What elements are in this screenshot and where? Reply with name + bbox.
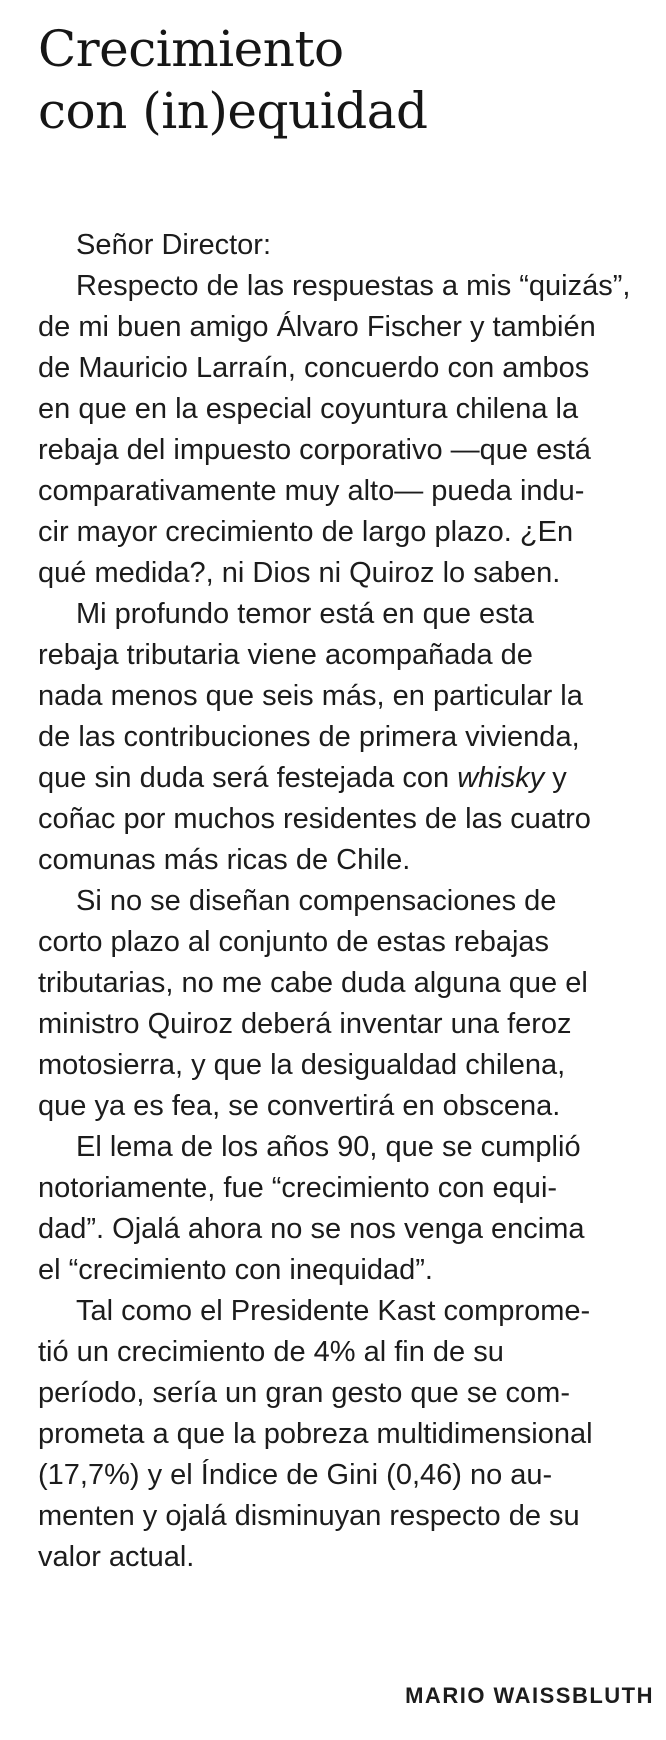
text-line: Tal como el Presidente Kast comprome- <box>76 1295 591 1327</box>
text-line: menten y ojalá disminuyan respecto de su <box>38 1500 580 1532</box>
text-line: de mi buen amigo Álvaro Fischer y también <box>38 311 596 343</box>
paragraph-2 <box>38 594 660 881</box>
text-line: período, sería un gran gesto que se com- <box>38 1377 570 1409</box>
text-line: Si no se diseñan compensaciones de <box>76 885 557 917</box>
text-line: de las contribuciones de primera vivienda, <box>38 721 580 753</box>
text-line: qué medida?, ni Dios ni Quiroz lo saben. <box>38 557 561 589</box>
italic-word: whisky <box>457 762 545 794</box>
text-line: cir mayor crecimiento de largo plazo. ¿En <box>38 516 574 548</box>
text-line: rebaja tributaria viene acompañada de <box>38 639 533 671</box>
text-line: Mi profundo temor está en que esta <box>76 598 534 630</box>
text-line: corto plazo al conjunto de estas rebajas <box>38 926 550 958</box>
text-line: prometa a que la pobreza multidimensional <box>38 1418 593 1450</box>
letter-body <box>38 225 660 1578</box>
paragraph-5 <box>38 1291 660 1578</box>
paragraph-4 <box>38 1127 660 1291</box>
headline <box>38 18 428 142</box>
text-line: (17,7%) y el Índice de Gini (0,46) no au- <box>38 1459 553 1491</box>
author-signature: MARIO WAISSBLUTH <box>405 1683 654 1708</box>
text-line: rebaja del impuesto corporativo —que está <box>38 434 591 466</box>
headline-line-2: con (in)equidad <box>38 82 428 140</box>
text-segment: y <box>544 762 567 794</box>
headline-line-1: Crecimiento <box>38 20 344 78</box>
text-line: de Mauricio Larraín, concuerdo con ambos <box>38 352 590 384</box>
text-segment: que sin duda será festejada con <box>38 762 458 794</box>
text-line: El lema de los años 90, que se cumplió <box>76 1131 581 1163</box>
salutation: Señor Director: <box>76 229 272 261</box>
text-line: comparativamente muy alto— pueda indu- <box>38 475 585 507</box>
text-line: que ya es fea, se convertirá en obscena. <box>38 1090 561 1122</box>
text-line: motosierra, y que la desigualdad chilena, <box>38 1049 566 1081</box>
paragraph-3 <box>38 881 660 1127</box>
text-line: dad”. Ojalá ahora no se nos venga encima <box>38 1213 585 1245</box>
text-line: tributarias, no me cabe duda alguna que el <box>38 967 588 999</box>
text-line: comunas más ricas de Chile. <box>38 844 411 876</box>
text-line: nada menos que seis más, en particular la <box>38 680 583 712</box>
text-line: notoriamente, fue “crecimiento con equi- <box>38 1172 558 1204</box>
text-line: ministro Quiroz deberá inventar una feroz <box>38 1008 572 1040</box>
text-line: valor actual. <box>38 1541 195 1573</box>
text-line: en que en la especial coyuntura chilena la <box>38 393 579 425</box>
text-line: coñac por muchos residentes de las cuatro <box>38 803 591 835</box>
paragraph-1 <box>38 266 660 594</box>
text-line <box>38 758 660 799</box>
text-line: el “crecimiento con inequidad”. <box>38 1254 433 1286</box>
text-line: Respecto de las respuestas a mis “quizás”, <box>76 270 631 302</box>
text-line: tió un crecimiento de 4% al fin de su <box>38 1336 504 1368</box>
